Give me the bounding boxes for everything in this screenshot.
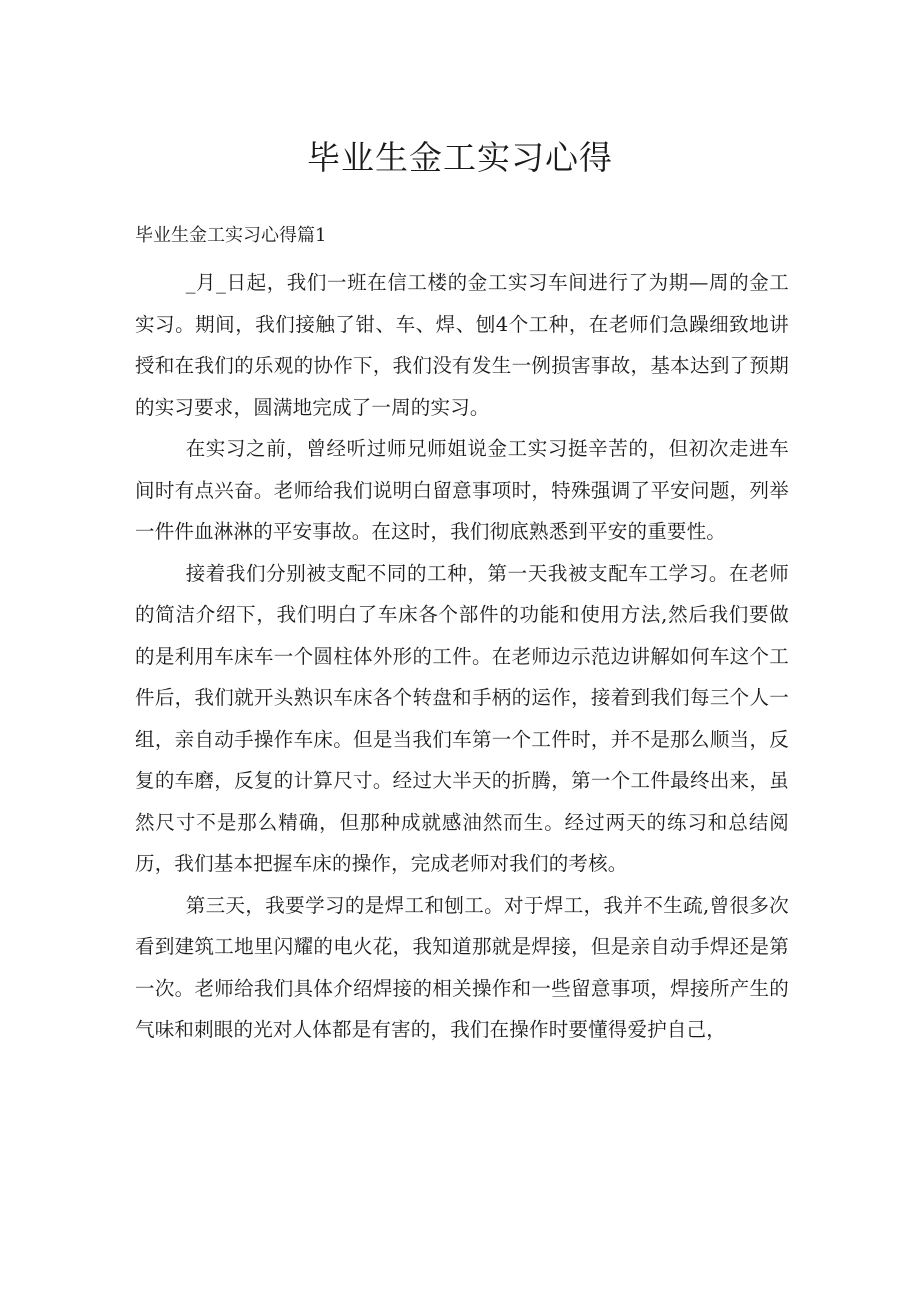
paragraph: 接着我们分别被支配不同的工种，第一天我被支配车工学习。在老师的简洁介绍下，我们明白了车床各个部件的功能和使用方法,然后我们要做的是利用车床车一个圆柱体外形的工件。在老师边示范边讲解如何车这个工件后，我们就开头熟识车床各个转盘和手柄的运作，接着到我们每三个人一组，亲自动手操作车床。但是当我们车第一个工件时，并不是那么顺当，反复的车磨，反复的计算尺寸。经过大半天的折腾，第一个工件最终出来，虽然尺寸不是那么精确，但那种成就感油然而生。经过两天的练习和总结阅历，我们基本把握车床的操作，完成老师对我们的考核。 — [135, 561, 789, 875]
paragraph: 在实习之前，曾经听过师兄师姐说金工实习挺辛苦的，但初次走进车间时有点兴奋。老师给我们说明白留意事项时，特殊强调了平安问题，列举一件件血淋淋的平安事故。在这时，我们彻底熟悉到平安的重要性。 — [135, 437, 789, 543]
section-heading: 毕业生金工实习心得篇1 — [135, 225, 327, 246]
paragraph: 第三天，我要学习的是焊工和刨工。对于焊工，我并不生疏,曾很多次看到建筑工地里闪耀的电火花，我知道那就是焊接，但是亲自动手焊还是第一次。老师给我们具体介绍焊接的相关操作和一些留意事项，焊接所产生的气味和刺眼的光对人体都是有害的，我们在操作时要懂得爱护自己， — [135, 893, 789, 1041]
document-title: 毕业生金工实习心得 — [307, 138, 613, 177]
document-body — [135, 262, 789, 1051]
paragraph: _月_日起，我们一班在信工楼的金工实习车间进行了为期—周的金工实习。期间，我们接触了钳、车、焊、刨4个工种，在老师们急躁细致地讲授和在我们的乐观的协作下，我们没有发生一例损害事故，基本达到了预期的实习要求，圆满地完成了一周的实习。 — [135, 271, 789, 419]
